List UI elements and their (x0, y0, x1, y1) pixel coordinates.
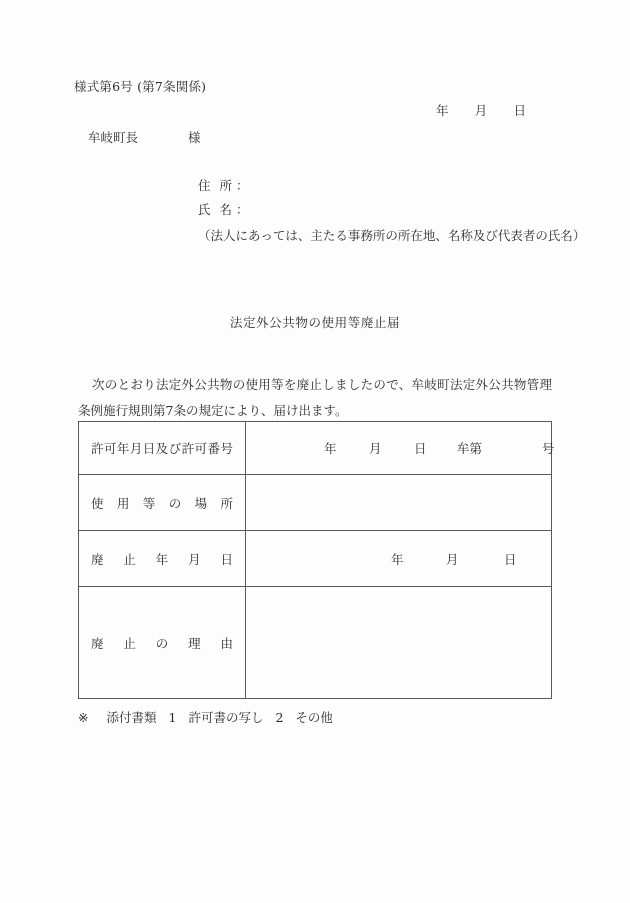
usage-location-field-row (256, 475, 541, 530)
footnote-item1-number: 1 (168, 710, 177, 725)
applicant-address-colon: ： (236, 178, 249, 193)
abolition-reason-field-row (256, 587, 541, 698)
row-label-abolition-reason: 廃止の理由 (79, 587, 246, 699)
date-day-label: 日 (513, 103, 526, 118)
abolition-year-label: 年 (391, 551, 404, 567)
document-title: 法定外公共物の使用等廃止届 (229, 315, 401, 330)
abolition-day-label: 日 (504, 551, 517, 567)
header-date-line (436, 101, 526, 119)
abolition-month-label: 月 (446, 551, 459, 567)
body-paragraph-text: 次のとおり法定外公共物の使用等を廃止しましたので、牟岐町法定外公共物管理条例施行規則第7条の規定により、届け出ます。 (78, 377, 552, 418)
applicant-name-colon: ： (236, 202, 249, 217)
date-year-label: 年 (436, 103, 449, 118)
permit-year-label: 年 (324, 441, 337, 456)
permit-number-suffix: 号 (542, 441, 555, 456)
form-number: 様式第6号 (第7条関係) (74, 79, 207, 94)
footnote (78, 708, 333, 726)
row-value-abolition-date[interactable] (246, 531, 552, 587)
addressee-recipient: 牟岐町長 (88, 130, 139, 145)
footnote-item2-text: その他 (295, 710, 333, 725)
applicant-corporate-note: （法人にあっては、主たる事務所の所在地、名称及び代表者の氏名） (198, 228, 586, 243)
table-row (79, 422, 552, 475)
body-paragraph (78, 372, 552, 424)
permit-day-label: 日 (414, 441, 427, 456)
applicant-name-field (198, 198, 585, 222)
permit-field-row (256, 422, 555, 474)
footnote-label: 添付書類 (106, 710, 157, 725)
permit-number-prefix: 牟第 (457, 441, 483, 456)
footnote-item2-number: 2 (275, 710, 284, 725)
applicant-address-field (198, 174, 585, 198)
applicant-block (198, 174, 585, 248)
footnote-item1-text: 許可書の写し (188, 710, 264, 725)
row-label-abolition-date: 廃止年月日 (79, 531, 246, 587)
abolition-date-field-row (256, 531, 541, 586)
applicant-address-label: 住所 (198, 178, 232, 193)
row-value-permit-date-number[interactable] (246, 422, 555, 475)
permit-month-label: 月 (369, 441, 382, 456)
date-month-label: 月 (474, 103, 488, 118)
footnote-marker: ※ (78, 710, 89, 725)
table-row (79, 475, 552, 531)
addressee-line (88, 128, 201, 146)
table-row (79, 531, 552, 587)
row-label-permit-date-number: 許可年月日及び許可番号 (79, 422, 246, 475)
row-label-usage-location: 使用等の場所 (79, 475, 246, 531)
applicant-name-label: 氏名 (198, 202, 232, 217)
table-row (79, 587, 552, 699)
row-value-usage-location[interactable] (246, 475, 552, 531)
form-table (78, 421, 555, 699)
addressee-honorific: 様 (188, 130, 201, 145)
row-value-abolition-reason[interactable] (246, 587, 552, 699)
